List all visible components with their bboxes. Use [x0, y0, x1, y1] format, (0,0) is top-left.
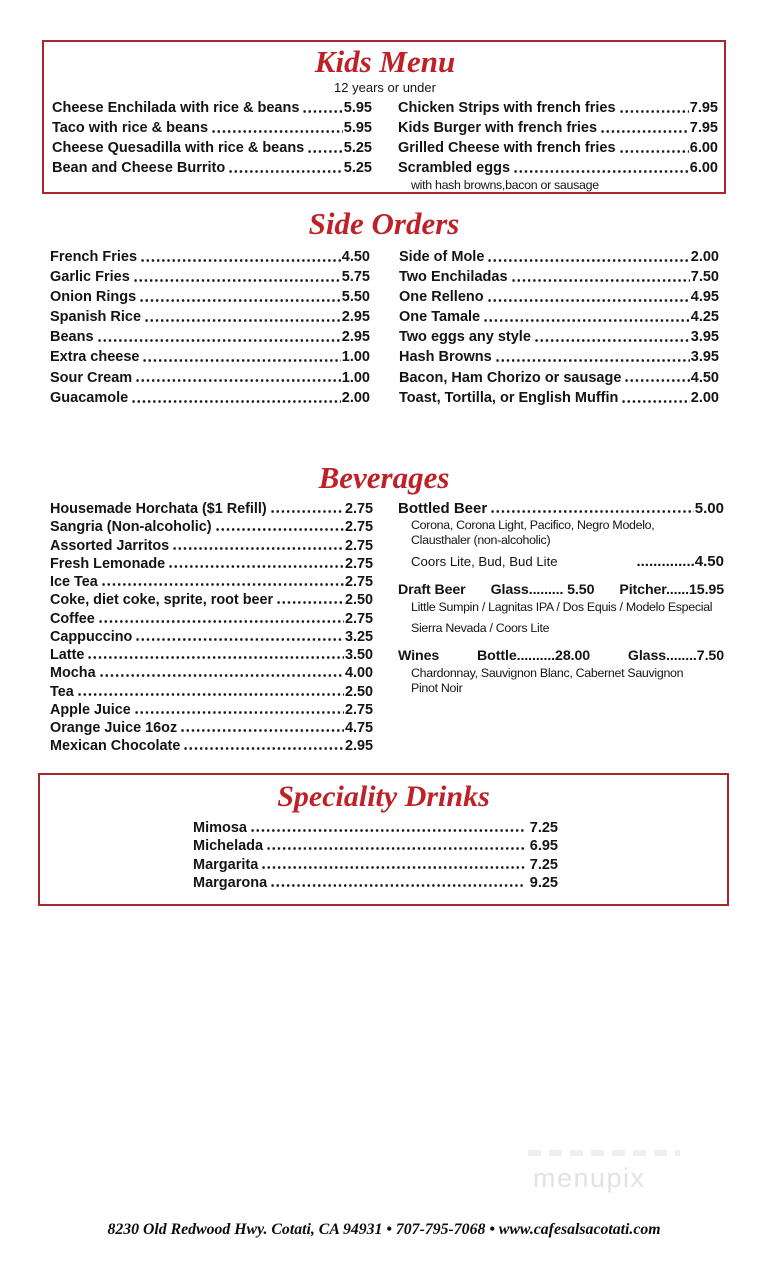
- menu-item-name: Chicken Strips with french fries: [398, 100, 616, 116]
- menu-item-price: 3.25: [344, 628, 373, 645]
- menu-item: [398, 138, 718, 158]
- menu-item: [193, 874, 558, 892]
- menu-item-price: 2.50: [344, 592, 373, 609]
- kids-menu-title: Kids Menu: [314, 44, 456, 79]
- menu-item: [50, 719, 373, 737]
- menu-item-name: Mocha: [50, 665, 96, 682]
- speciality-drinks-section: [38, 773, 729, 906]
- menu-item-price: 2.75: [344, 701, 373, 718]
- menu-item-name: Mimosa: [193, 820, 247, 836]
- menu-item-name: Onion Rings: [50, 289, 137, 306]
- menu-item: [50, 537, 373, 555]
- menu-item: [50, 610, 373, 628]
- menu-item: [50, 307, 370, 327]
- menu-item-name: Coke, diet coke, sprite, root beer: [50, 592, 274, 609]
- menu-item: [399, 267, 719, 287]
- menu-item-price: 2.75: [344, 574, 373, 590]
- menu-item: [50, 646, 373, 664]
- dot-leader: [266, 837, 525, 855]
- menu-item: [50, 368, 370, 388]
- menu-item-price: 5.25: [343, 140, 372, 156]
- dot-leader: [495, 347, 690, 367]
- dot-leader: [77, 683, 344, 701]
- dot-leader: [97, 327, 341, 347]
- menu-item-name: Sour Cream: [50, 369, 133, 386]
- menu-item-name: Fresh Lemonade: [50, 555, 166, 572]
- draft-beer-note-2: Sierra Nevada / Coors Lite: [411, 621, 550, 635]
- menu-item-price: 7.95: [689, 120, 718, 136]
- light-beers-name: Coors Lite, Bud, Bud Lite: [411, 554, 558, 569]
- draft-beer-pitcher-price: Pitcher......15.95: [619, 582, 724, 598]
- menu-item-name: Apple Juice: [50, 701, 131, 718]
- menu-item: [50, 664, 373, 682]
- menu-item-name: Taco with rice & beans: [52, 120, 209, 136]
- menu-item: [399, 388, 719, 408]
- menu-item-price: 4.75: [344, 720, 373, 736]
- menu-item: [52, 158, 372, 178]
- menu-item-price: 4.25: [690, 309, 719, 326]
- dot-leader: [101, 573, 344, 591]
- menu-item-name: Margarita: [193, 856, 259, 873]
- draft-beer-name: Draft Beer: [398, 582, 466, 598]
- menu-item-price: 2.75: [344, 501, 373, 517]
- light-beers-item: [411, 553, 724, 570]
- menu-item-price: 5.25: [343, 160, 372, 176]
- menu-item-name: Grilled Cheese with french fries: [398, 140, 616, 156]
- menu-item-name: Margarona: [193, 874, 268, 891]
- menu-item-price: 2.95: [344, 738, 373, 755]
- dot-leader: [600, 118, 689, 138]
- menu-item-price: 6.95: [529, 838, 558, 855]
- dot-leader: [307, 138, 343, 158]
- menu-item-name: One Relleno: [399, 289, 484, 306]
- dot-leader: [261, 856, 524, 874]
- dot-leader: [534, 327, 690, 347]
- wines-name: Wines: [398, 648, 440, 664]
- menu-item: [193, 856, 558, 874]
- menu-item: [50, 628, 373, 646]
- side-orders-title: Side Orders: [308, 206, 460, 241]
- menu-item-name: French Fries: [50, 249, 138, 265]
- menu-item-price: 1.00: [341, 369, 370, 386]
- dot-leader: [135, 368, 341, 388]
- menu-item-price: 2.50: [344, 683, 373, 700]
- menu-item: [50, 347, 370, 367]
- menu-item: [399, 327, 719, 347]
- menu-item-price: 7.25: [529, 856, 558, 873]
- menu-item: [52, 138, 372, 158]
- menu-item-price: 2.75: [344, 610, 373, 627]
- menu-item-name: One Tamale: [399, 309, 481, 326]
- menu-item-name: Cappuccino: [50, 628, 133, 645]
- menu-item-name: Cheese Enchilada with rice & beans: [52, 100, 300, 116]
- bottled-beer-price: 5.00: [694, 500, 724, 517]
- wines-note-2: Pinot Noir: [411, 681, 463, 695]
- menu-item-price: 2.95: [341, 309, 370, 326]
- menu-item-name: Ice Tea: [50, 574, 98, 590]
- menu-item-price: 7.25: [529, 820, 558, 836]
- menu-item-name: Extra cheese: [50, 349, 140, 366]
- wines-note-1: Chardonnay, Sauvignon Blanc, Cabernet Sauvignon: [411, 666, 684, 680]
- menu-item: [50, 388, 370, 408]
- menu-item: [193, 837, 558, 855]
- menu-item-name: Assorted Jarritos: [50, 537, 170, 554]
- menu-item: [399, 307, 719, 327]
- dot-leader: [135, 628, 344, 646]
- dot-leader: [624, 368, 689, 388]
- kids-menu-subtitle: 12 years or under: [334, 80, 436, 95]
- menu-item-name: Coffee: [50, 610, 95, 627]
- dot-leader: [228, 158, 343, 178]
- menu-item: [399, 247, 719, 267]
- dot-leader: [131, 388, 341, 408]
- bottled-beer-name: Bottled Beer: [398, 500, 488, 517]
- menu-item-price: 4.50: [341, 249, 370, 265]
- menu-item-name: Mexican Chocolate: [50, 738, 181, 755]
- menu-item-price: 5.75: [341, 269, 370, 286]
- menu-item: [50, 683, 373, 701]
- menu-item: [399, 368, 719, 388]
- kids-menu-left-list: [52, 98, 372, 193]
- menu-item: [50, 247, 370, 267]
- dot-leader: [490, 500, 694, 518]
- dot-leader: [134, 701, 344, 719]
- dot-leader: [487, 287, 690, 307]
- menu-item-price: 2.00: [690, 389, 719, 406]
- menu-item-name: Side of Mole: [399, 249, 485, 265]
- dot-leader: [302, 98, 342, 118]
- menu-item-price: 5.95: [343, 120, 372, 136]
- dot-leader: [140, 247, 341, 267]
- speciality-drinks-list: [193, 819, 558, 892]
- menu-item: [52, 98, 372, 118]
- dot-leader: [168, 555, 344, 573]
- menu-item-price: 7.95: [689, 100, 718, 116]
- beverages-title: Beverages: [318, 460, 450, 495]
- menu-item-price: 2.00: [690, 249, 719, 265]
- dot-leader: [87, 646, 344, 664]
- menu-item-name: Scrambled eggs: [398, 160, 511, 176]
- menu-item-name: Two Enchiladas: [399, 269, 508, 286]
- menu-item-name: Bacon, Ham Chorizo or sausage: [399, 369, 622, 386]
- menu-item-price: 7.50: [690, 269, 719, 286]
- restaurant-address-footer: 8230 Old Redwood Hwy. Cotati, CA 94931 • 707-795-7068 • www.cafesalsacotati.com: [107, 1221, 661, 1238]
- beverages-right-column: [398, 500, 724, 756]
- dot-leader: [139, 287, 341, 307]
- side-orders-right-list: [399, 247, 719, 408]
- menu-item: [50, 737, 373, 755]
- dot-leader: [133, 267, 341, 287]
- dot-leader: [487, 247, 689, 267]
- wines-item: [398, 647, 724, 665]
- menu-item-name: Bean and Cheese Burrito: [52, 160, 226, 176]
- menu-item-price: 2.75: [344, 555, 373, 572]
- menu-item: [399, 287, 719, 307]
- menu-item-price: 4.95: [690, 289, 719, 306]
- menu-item: [50, 267, 370, 287]
- menu-item-name: Beans: [50, 329, 94, 346]
- dot-leader: [619, 98, 689, 118]
- beverages-section: [50, 500, 724, 756]
- dot-leader: [621, 388, 689, 408]
- menu-item-price: 3.50: [344, 647, 373, 663]
- menu-item-name: Cheese Quesadilla with rice & beans: [52, 140, 305, 156]
- bottled-beer-item: [398, 500, 724, 518]
- dot-leader: [511, 267, 690, 287]
- dot-leader: [183, 737, 344, 755]
- menu-item-name: Toast, Tortilla, or English Muffin: [399, 389, 619, 406]
- menu-item: [398, 158, 718, 178]
- wines-bottle-price: Bottle..........28.00: [477, 648, 591, 664]
- bottled-beer-note-1: Corona, Corona Light, Pacifico, Negro Modelo,: [411, 518, 655, 532]
- menu-item-price: 6.00: [689, 160, 718, 176]
- dot-leader: [250, 819, 525, 837]
- menu-item-name: Latte: [50, 647, 85, 663]
- menu-item: [50, 518, 373, 536]
- wines-glass-price: Glass........7.50: [627, 648, 724, 664]
- menu-item-price: 4.50: [690, 369, 719, 386]
- beverages-left-list: [50, 500, 373, 756]
- draft-beer-glass-price: Glass......... 5.50: [490, 582, 595, 598]
- dot-leader: [270, 500, 344, 518]
- menu-item-name: Orange Juice 16oz: [50, 720, 178, 736]
- menu-item-name: Garlic Fries: [50, 269, 130, 286]
- menu-item-name: Tea: [50, 683, 74, 700]
- menu-item-price: 2.75: [344, 537, 373, 554]
- menu-item: [398, 98, 718, 118]
- side-orders-left-list: [50, 247, 370, 408]
- menu-item-price: 5.50: [341, 289, 370, 306]
- menu-item-name: Spanish Rice: [50, 309, 142, 326]
- menu-item-name: Michelada: [193, 838, 264, 855]
- menu-item: [50, 287, 370, 307]
- menu-item-name: Kids Burger with french fries: [398, 120, 598, 136]
- menu-item-name: Two eggs any style: [399, 329, 531, 346]
- dot-leader: [483, 307, 690, 327]
- menu-item-price: 3.95: [690, 329, 719, 346]
- draft-beer-note-1: Little Sumpin / Lagnitas IPA / Dos Equis / Modelo Especial: [411, 600, 713, 614]
- menu-item: [50, 573, 373, 591]
- menu-item: [398, 118, 718, 138]
- dot-leader: [513, 158, 689, 178]
- spacer: [558, 553, 637, 570]
- menu-item-price: 2.75: [344, 519, 373, 536]
- menu-item-name: Guacamole: [50, 389, 129, 406]
- dot-leader: [144, 307, 341, 327]
- kids-menu-right-column: [398, 98, 718, 193]
- dot-leader: [211, 118, 343, 138]
- menupix-watermark: menupix: [533, 1163, 646, 1193]
- menu-item-price: 4.00: [344, 665, 373, 682]
- menu-item: [50, 327, 370, 347]
- scrambled-eggs-note: with hash browns,bacon or sausage: [411, 178, 599, 192]
- menu-item: [50, 701, 373, 719]
- menu-item: [193, 819, 558, 837]
- menu-item-price: 3.95: [690, 349, 719, 366]
- kids-menu-section: [42, 40, 726, 194]
- menu-item-name: Hash Browns: [399, 349, 492, 366]
- light-beers-price: ..............4.50: [636, 553, 724, 570]
- menu-item: [50, 555, 373, 573]
- speciality-drinks-title: Speciality Drinks: [277, 780, 490, 813]
- menu-item-name: Housemade Horchata ($1 Refill): [50, 501, 267, 517]
- dot-leader: [270, 874, 525, 892]
- menu-item-price: 2.00: [341, 389, 370, 406]
- menu-item: [52, 118, 372, 138]
- bottled-beer-note-2: Clausthaler (non-alcoholic): [411, 533, 551, 547]
- dot-leader: [619, 138, 689, 158]
- dot-leader: [99, 664, 344, 682]
- menu-item-price: 1.00: [341, 349, 370, 366]
- dot-leader: [172, 537, 344, 555]
- dot-leader: [276, 591, 344, 609]
- menu-item-price: 2.95: [341, 329, 370, 346]
- menu-item: [50, 500, 373, 518]
- dot-leader: [142, 347, 340, 367]
- menu-item-price: 9.25: [529, 874, 558, 891]
- menu-item: [50, 591, 373, 609]
- menu-item-price: 5.95: [343, 100, 372, 116]
- kids-menu-right-list: [398, 98, 718, 178]
- menu-item-price: 6.00: [689, 140, 718, 156]
- draft-beer-item: [398, 581, 724, 599]
- menu-item: [399, 347, 719, 367]
- dot-leader: [215, 518, 344, 536]
- menu-item-name: Sangria (Non-alcoholic): [50, 519, 212, 536]
- watermark-smudge: [528, 1150, 680, 1156]
- dot-leader: [98, 610, 344, 628]
- side-orders-section: [50, 247, 719, 408]
- dot-leader: [180, 719, 344, 737]
